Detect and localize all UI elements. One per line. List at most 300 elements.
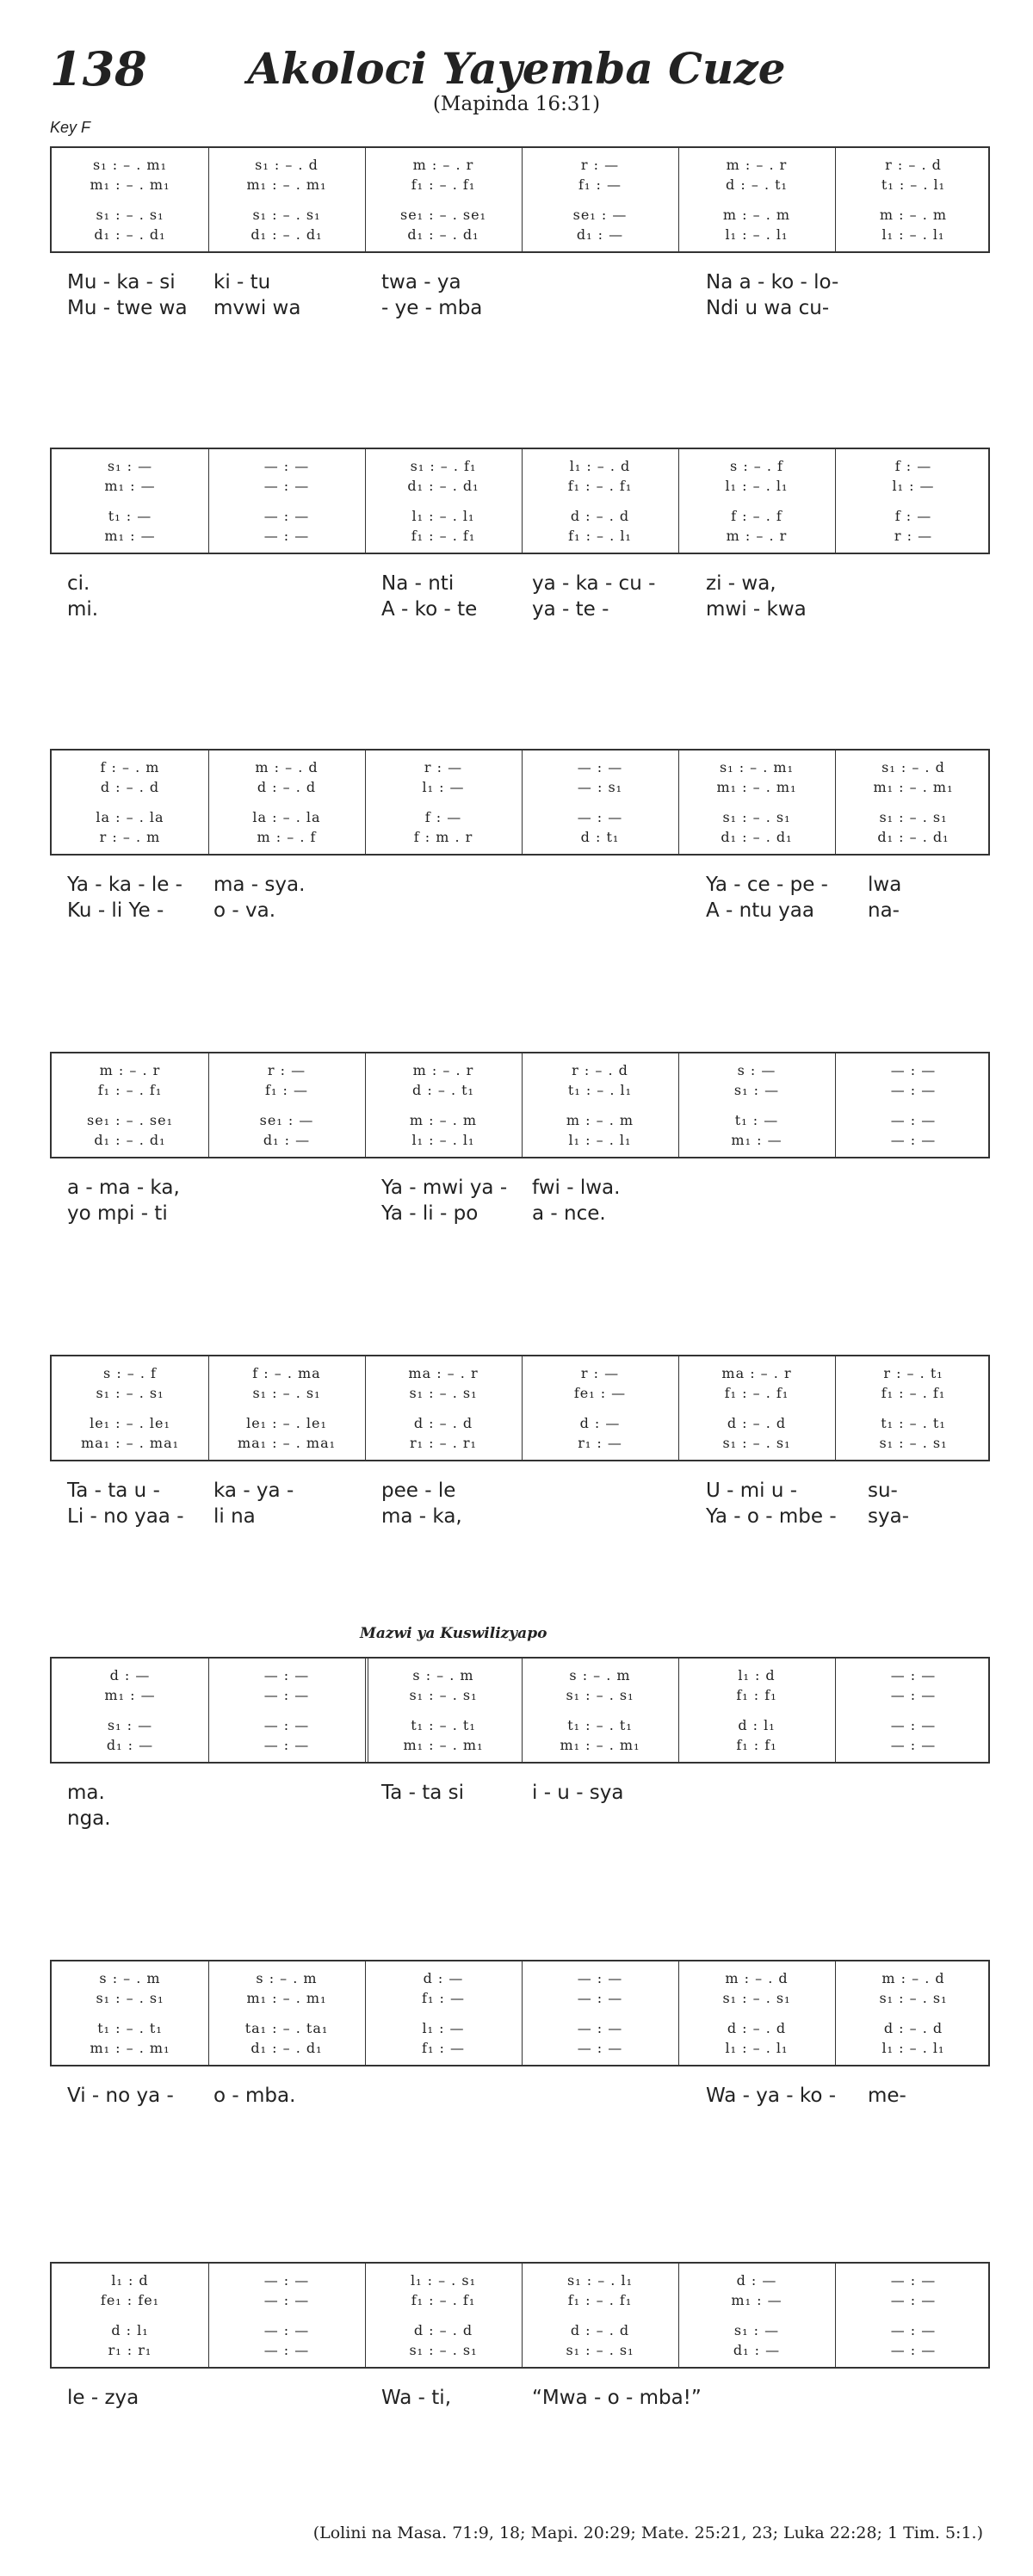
scripture-references: (Lolini na Masa. 71:9, 18; Mapi. 20:29; Mate. 25:21, 23; Luka 22:28; 1 Tim. 5:1.) [312, 2523, 983, 2542]
voice-part: l₁ : – . l₁ [725, 2040, 789, 2056]
voice-part: s : – . f [730, 458, 783, 474]
measure [52, 449, 208, 553]
voice-part: le₁ : – . le₁ [90, 1415, 170, 1431]
voice-part: d₁ : — [733, 2342, 781, 2358]
lyric-segment: U - mi u - [706, 1480, 798, 1502]
lyric-segment: li na [213, 1505, 256, 1528]
voice-part: t₁ : – . t₁ [567, 1717, 633, 1733]
voice-part: d₁ : — [263, 1132, 311, 1148]
voice-part: s₁ : — [733, 1082, 780, 1098]
measure [365, 751, 522, 854]
hymn-number: 138 [50, 41, 147, 96]
lyric-segment: ki - tu [213, 271, 271, 293]
voice-part: m₁ : — [104, 478, 156, 494]
measure [522, 148, 678, 251]
voice-part: — : — [263, 508, 310, 524]
lyric-line [50, 270, 990, 294]
voice-part: m : – . r [726, 528, 788, 544]
lyric-segment: na- [868, 899, 900, 922]
voice-part: l₁ : d [738, 1667, 776, 1683]
music-system [50, 1052, 990, 1231]
music-system [50, 749, 990, 928]
voice-part: f₁ : – . f₁ [411, 2292, 476, 2308]
voice-part: ma₁ : – . ma₁ [80, 1435, 180, 1451]
voice-part: l₁ : – . s₁ [411, 2272, 476, 2289]
voice-part: — : — [263, 1667, 310, 1683]
lyric-segment: a - nce. [532, 1202, 606, 1225]
lyrics [50, 1781, 990, 1836]
lyrics [50, 1176, 990, 1231]
voice-part: la : – . la [96, 809, 164, 825]
measure [835, 449, 992, 553]
voice-part: r₁ : r₁ [108, 2342, 152, 2358]
voice-part: s₁ : – . d [881, 759, 945, 775]
voice-part: d : — [579, 1415, 621, 1431]
lyric-segment: mi. [67, 598, 99, 621]
lyric-line [50, 2386, 990, 2410]
measure [208, 148, 365, 251]
voice-part: — : — [577, 2020, 623, 2036]
lyric-segment: ya - ka - cu - [532, 572, 656, 595]
voice-part: f : – . ma [252, 1365, 321, 1381]
voice-part: — : — [577, 1990, 623, 2006]
lyric-line [50, 1504, 990, 1529]
measure [365, 1659, 522, 1762]
lyric-segment: ma - ka, [381, 1505, 462, 1528]
measure [678, 751, 835, 854]
voice-part: se₁ : — [259, 1112, 314, 1128]
measure [208, 751, 365, 854]
hymn-subtitle: (Mapinda 16:31) [432, 93, 601, 115]
voice-part: t₁ : – . t₁ [97, 2020, 163, 2036]
voice-part: — : — [263, 528, 310, 544]
measure [365, 1356, 522, 1460]
voice-part: — : — [890, 1737, 937, 1753]
lyric-segment: Vi - no ya - [67, 2085, 174, 2107]
voice-part: s₁ : – . m₁ [92, 157, 168, 173]
lyric-segment: i - u - sya [532, 1782, 624, 1804]
music-system [50, 146, 990, 325]
lyrics [50, 270, 990, 325]
voice-part: f₁ : – . l₁ [568, 528, 632, 544]
voice-part: — : — [263, 2292, 310, 2308]
voice-part: — : — [890, 1062, 937, 1078]
voice-part: m₁ : – . m₁ [716, 779, 797, 795]
measure [678, 1659, 835, 1762]
lyric-line [50, 2110, 990, 2134]
voice-part: f₁ : — [265, 1082, 308, 1098]
lyric-line [50, 1807, 990, 1831]
voice-part: s₁ : – . s₁ [409, 1687, 478, 1703]
voice-part: d : – . d [413, 1415, 473, 1431]
tonic-solfa-staff [50, 1355, 990, 1461]
lyric-segment: Mu - ka - si [67, 271, 176, 293]
tonic-solfa-staff [50, 749, 990, 856]
voice-part: f : — [894, 458, 932, 474]
lyric-segment: A - ntu yaa [706, 899, 814, 922]
lyric-segment: ma. [67, 1782, 105, 1804]
section-label: Mazwi ya Kuswilizyapo [360, 1625, 547, 1642]
voice-part: l₁ : – . l₁ [568, 1132, 632, 1148]
voice-part: m₁ : – . m₁ [90, 2040, 170, 2056]
voice-part: m₁ : — [104, 528, 156, 544]
voice-part: m₁ : — [731, 1132, 782, 1148]
voice-part: d : – . d [413, 2322, 473, 2338]
lyric-line [50, 1479, 990, 1503]
voice-part: s₁ : — [733, 2322, 780, 2338]
voice-part: — : — [263, 478, 310, 494]
voice-part: l₁ : – . l₁ [725, 226, 789, 243]
lyric-line [50, 1176, 990, 1200]
voice-part: r : — [267, 1062, 306, 1078]
voice-part: r : — [424, 759, 463, 775]
voice-part: — : — [890, 2342, 937, 2358]
voice-part: fe₁ : fe₁ [100, 2292, 160, 2308]
voice-part: l₁ : – . l₁ [881, 226, 945, 243]
voice-part: l₁ : – . l₁ [725, 478, 789, 494]
voice-part: m : – . m [566, 1112, 634, 1128]
voice-part: d₁ : – . d₁ [94, 1132, 166, 1148]
voice-part: l₁ : — [422, 779, 465, 795]
lyric-segment: fwi - lwa. [532, 1177, 621, 1199]
voice-part: m₁ : – . m₁ [246, 1990, 327, 2006]
voice-part: — : — [890, 1112, 937, 1128]
voice-part: d : t₁ [580, 829, 620, 845]
voice-part: — : — [890, 1667, 937, 1683]
voice-part: — : — [577, 2040, 623, 2056]
lyric-line [50, 1781, 990, 1805]
voice-part: — : — [890, 1132, 937, 1148]
voice-part: f : – . m [100, 759, 160, 775]
lyric-line [50, 571, 990, 596]
key-signature: Key F [50, 119, 91, 136]
voice-part: s : – . m [256, 1970, 318, 1986]
voice-part: l₁ : — [422, 2020, 465, 2036]
lyric-segment: Ndi u wa cu- [706, 297, 830, 319]
voice-part: m : – . m [722, 207, 791, 223]
voice-part: d : l₁ [111, 2322, 149, 2338]
measure [522, 1659, 678, 1762]
measure [522, 751, 678, 854]
voice-part: d₁ : – . d₁ [877, 829, 949, 845]
voice-part: m₁ : – . m₁ [403, 1737, 484, 1753]
lyric-segment: Ta - ta si [381, 1782, 465, 1804]
measure [52, 2264, 208, 2367]
measure [208, 1053, 365, 1157]
voice-part: s : – . m [412, 1667, 474, 1683]
voice-part: s₁ : — [107, 458, 153, 474]
measure [52, 1356, 208, 1460]
voice-part: s₁ : – . l₁ [567, 2272, 633, 2289]
measure [208, 449, 365, 553]
voice-part: ma : – . r [408, 1365, 479, 1381]
music-system [50, 1355, 990, 1534]
voice-part: f₁ : – . f₁ [411, 176, 476, 193]
voice-part: ma₁ : – . ma₁ [237, 1435, 337, 1451]
voice-part: s₁ : – . s₁ [96, 1990, 164, 2006]
voice-part: s₁ : – . s₁ [96, 207, 164, 223]
lyric-line [50, 296, 990, 320]
lyric-segment: Na a - ko - lo- [706, 271, 839, 293]
voice-part: m₁ : — [731, 2292, 782, 2308]
lyric-segment: Ku - li Ye - [67, 899, 164, 922]
lyric-line [50, 597, 990, 621]
measure [365, 1961, 522, 2065]
voice-part: m : – . m [879, 207, 948, 223]
lyric-segment: Ya - o - mbe - [706, 1505, 837, 1528]
measure [678, 2264, 835, 2367]
voice-part: m₁ : – . m₁ [90, 176, 170, 193]
voice-part: s₁ : – . s₁ [252, 1385, 321, 1401]
voice-part: m₁ : – . m₁ [560, 1737, 640, 1753]
voice-part: — : — [577, 759, 623, 775]
voice-part: s₁ : – . s₁ [566, 1687, 634, 1703]
measure [52, 1961, 208, 2065]
measure [522, 2264, 678, 2367]
voice-part: t₁ : — [108, 508, 152, 524]
voice-part: f : — [894, 508, 932, 524]
voice-part: s₁ : – . s₁ [96, 1385, 164, 1401]
lyric-segment: Mu - twe wa [67, 297, 188, 319]
voice-part: m : – . r [726, 157, 788, 173]
voice-part: — : — [890, 1687, 937, 1703]
measure [522, 449, 678, 553]
measure [835, 1659, 992, 1762]
lyric-segment: lwa [868, 874, 902, 896]
voice-part: d : – . d [883, 2020, 943, 2036]
voice-part: s₁ : – . f₁ [410, 458, 477, 474]
voice-part: d : – . d [100, 779, 160, 795]
lyric-segment: twa - ya [381, 271, 461, 293]
lyric-line [50, 873, 990, 897]
voice-part: s₁ : – . s₁ [722, 1990, 791, 2006]
measure [365, 148, 522, 251]
voice-part: m : – . d [725, 1970, 789, 1986]
measure [522, 1356, 678, 1460]
voice-part: s₁ : – . s₁ [722, 809, 791, 825]
measure [52, 1053, 208, 1157]
voice-part: s : — [737, 1062, 776, 1078]
voice-part: ma : – . r [721, 1365, 792, 1381]
lyric-segment: ma - sya. [213, 874, 306, 896]
voice-part: se₁ : – . se₁ [399, 207, 486, 223]
voice-part: — : — [263, 1687, 310, 1703]
voice-part: s₁ : – . m₁ [719, 759, 795, 775]
voice-part: d : – . d [257, 779, 317, 795]
lyrics [50, 2084, 990, 2139]
lyric-segment: o - mba. [213, 2085, 296, 2107]
voice-part: le₁ : – . le₁ [246, 1415, 327, 1431]
lyric-segment: ka - ya - [213, 1480, 294, 1502]
lyric-segment: a - ma - ka, [67, 1177, 180, 1199]
voice-part: r : — [894, 528, 933, 544]
voice-part: — : — [263, 2322, 310, 2338]
lyric-segment: mvwi wa [213, 297, 301, 319]
tonic-solfa-staff [50, 448, 990, 554]
voice-part: d₁ : – . d₁ [407, 478, 479, 494]
lyric-segment: me- [868, 2085, 906, 2107]
voice-part: m : – . r [99, 1062, 161, 1078]
voice-part: s₁ : – . s₁ [879, 1990, 948, 2006]
voice-part: la : – . la [252, 809, 321, 825]
voice-part: — : — [263, 1717, 310, 1733]
voice-part: s₁ : – . s₁ [252, 207, 321, 223]
voice-part: s₁ : — [107, 1717, 153, 1733]
voice-part: t₁ : – . t₁ [411, 1717, 476, 1733]
music-system [50, 2262, 990, 2441]
measure [678, 1961, 835, 2065]
voice-part: m : – . d [255, 759, 319, 775]
lyric-line [50, 1202, 990, 1226]
voice-part: t₁ : – . l₁ [567, 1082, 633, 1098]
measure [678, 1356, 835, 1460]
voice-part: — : — [890, 2292, 937, 2308]
lyrics [50, 2386, 990, 2441]
lyric-segment: “Mwa - o - mba!” [532, 2387, 702, 2409]
lyrics [50, 873, 990, 928]
voice-part: s : – . m [99, 1970, 161, 1986]
measure [52, 1659, 208, 1762]
measure [52, 148, 208, 251]
measure [52, 751, 208, 854]
voice-part: d₁ : – . d₁ [407, 226, 479, 243]
voice-part: — : — [890, 2272, 937, 2289]
voice-part: — : — [263, 458, 310, 474]
voice-part: f : m . r [413, 829, 473, 845]
voice-part: f : – . f [731, 508, 782, 524]
voice-part: r : – . d [885, 157, 942, 173]
voice-part: s₁ : – . s₁ [409, 2342, 478, 2358]
voice-part: f : — [424, 809, 462, 825]
voice-part: s : – . f [103, 1365, 157, 1381]
voice-part: f₁ : – . f₁ [881, 1385, 946, 1401]
tonic-solfa-staff [50, 1052, 990, 1158]
measure [208, 1659, 365, 1762]
lyric-segment: nga. [67, 1807, 111, 1830]
lyric-segment: Ya - ka - le - [67, 874, 182, 896]
voice-part: s₁ : – . s₁ [879, 1435, 948, 1451]
voice-part: f₁ : – . f₁ [567, 478, 633, 494]
lyric-segment: le - zya [67, 2387, 139, 2409]
lyric-segment: Ta - ta u - [67, 1480, 160, 1502]
voice-part: d : – . t₁ [726, 176, 788, 193]
voice-part: d : – . d [727, 2020, 787, 2036]
voice-part: — : — [890, 1082, 937, 1098]
measure [208, 1356, 365, 1460]
voice-part: t₁ : — [734, 1112, 779, 1128]
voice-part: d : – . t₁ [412, 1082, 474, 1098]
voice-part: l₁ : – . l₁ [411, 508, 475, 524]
voice-part: m₁ : — [104, 1687, 156, 1703]
measure [835, 1356, 992, 1460]
voice-part: — : s₁ [577, 779, 623, 795]
lyric-segment: - ye - mba [381, 297, 483, 319]
voice-part: d₁ : — [106, 1737, 154, 1753]
voice-part: d : l₁ [738, 1717, 776, 1733]
tonic-solfa-staff [50, 146, 990, 253]
voice-part: t₁ : – . l₁ [881, 176, 946, 193]
lyric-segment: Wa - ti, [381, 2387, 452, 2409]
voice-part: l₁ : – . d [569, 458, 631, 474]
voice-part: s₁ : – . s₁ [409, 1385, 478, 1401]
voice-part: — : — [263, 1737, 310, 1753]
voice-part: r : — [580, 157, 620, 173]
music-system [50, 1657, 990, 1836]
voice-part: — : — [263, 2342, 310, 2358]
measure [208, 1961, 365, 2065]
lyric-segment: Li - no yaa - [67, 1505, 184, 1528]
measure [835, 2264, 992, 2367]
measure [835, 1961, 992, 2065]
lyric-line [50, 899, 990, 923]
measure [208, 2264, 365, 2367]
lyric-segment: Na - nti [381, 572, 455, 595]
measure [835, 148, 992, 251]
voice-part: r : – . t₁ [883, 1365, 943, 1381]
voice-part: m : – . m [409, 1112, 478, 1128]
measure [365, 449, 522, 553]
lyric-segment: Ya - li - po [381, 1202, 479, 1225]
voice-part: m : – . d [881, 1970, 945, 1986]
lyric-segment: Wa - ya - ko - [706, 2085, 837, 2107]
measure [365, 2264, 522, 2367]
voice-part: s₁ : – . s₁ [879, 809, 948, 825]
measure [835, 1053, 992, 1157]
voice-part: d₁ : – . d₁ [94, 226, 166, 243]
voice-part: d : – . d [727, 1415, 787, 1431]
music-system [50, 448, 990, 627]
voice-part: m₁ : – . m₁ [246, 176, 327, 193]
lyric-segment: ya - te - [532, 598, 609, 621]
measure [522, 1961, 678, 2065]
voice-part: d : — [736, 2272, 777, 2289]
voice-part: t₁ : – . t₁ [881, 1415, 946, 1431]
voice-part: s : – . m [569, 1667, 631, 1683]
measure [365, 1053, 522, 1157]
voice-part: — : — [263, 2272, 310, 2289]
voice-part: l₁ : d [111, 2272, 149, 2289]
lyric-segment: Ya - ce - pe - [706, 874, 828, 896]
lyric-segment: mwi - kwa [706, 598, 807, 621]
voice-part: d : – . d [570, 2322, 630, 2338]
measure [522, 1053, 678, 1157]
voice-part: s₁ : – . d [255, 157, 319, 173]
voice-part: m₁ : – . m₁ [873, 779, 954, 795]
tonic-solfa-staff [50, 2262, 990, 2369]
lyric-segment: o - va. [213, 899, 276, 922]
lyrics [50, 571, 990, 627]
lyric-segment: su- [868, 1480, 898, 1502]
lyric-line [50, 2084, 990, 2108]
voice-part: d : — [423, 1970, 464, 1986]
hymn-title: Akoloci Yayemba Cuze [247, 43, 786, 94]
measure [835, 751, 992, 854]
voice-part: l₁ : – . l₁ [411, 1132, 475, 1148]
voice-part: l₁ : – . l₁ [881, 2040, 945, 2056]
voice-part: se₁ : – . se₁ [86, 1112, 173, 1128]
voice-part: d₁ : — [576, 226, 624, 243]
voice-part: — : — [890, 1717, 937, 1733]
voice-part: f₁ : — [578, 176, 622, 193]
voice-part: se₁ : — [572, 207, 628, 223]
lyric-segment: Ya - mwi ya - [381, 1177, 508, 1199]
measure [678, 148, 835, 251]
voice-part: — : — [890, 2322, 937, 2338]
voice-part: r₁ : – . r₁ [410, 1435, 477, 1451]
lyric-segment: A - ko - te [381, 598, 478, 621]
voice-part: f₁ : f₁ [736, 1737, 777, 1753]
voice-part: r : — [580, 1365, 620, 1381]
